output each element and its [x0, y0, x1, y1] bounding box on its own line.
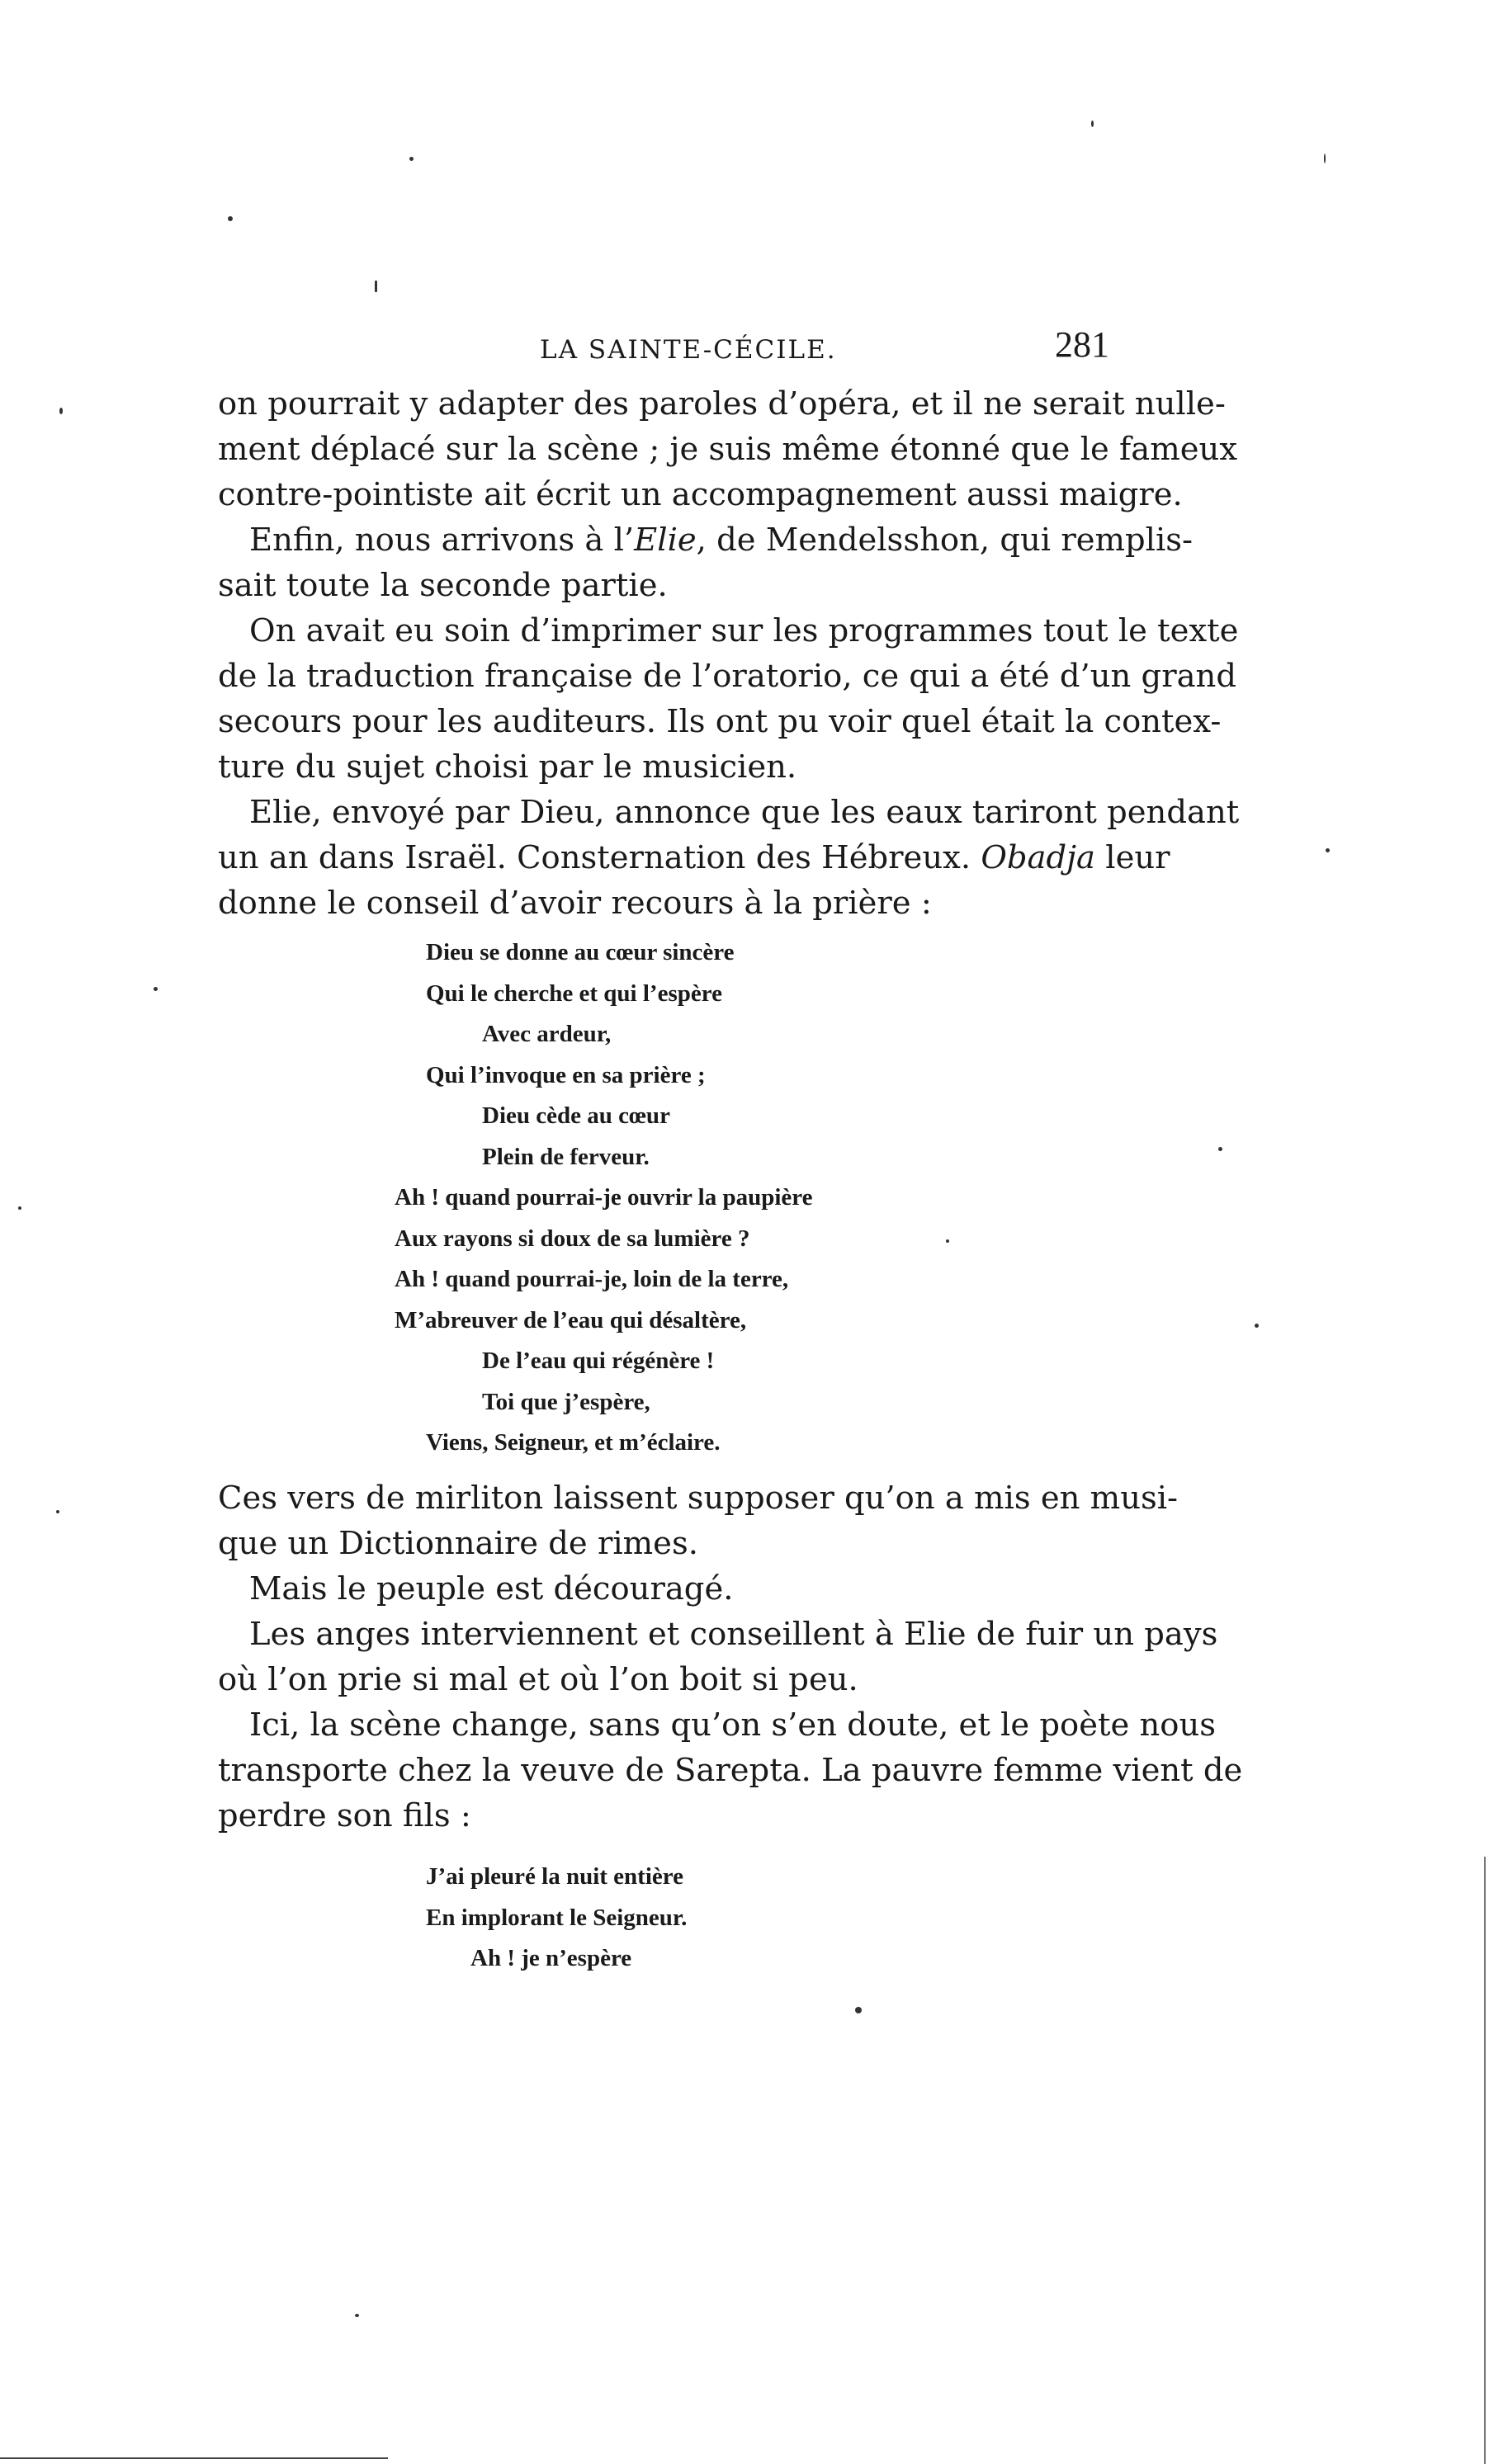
page-header — [218, 323, 1109, 373]
text-line: Ici, la scène change, sans qu’on s’en doute, et le poète nous — [249, 1706, 1217, 1744]
verse-line: J’ai pleuré la nuit entière — [426, 1863, 683, 1890]
body-text-top — [218, 381, 1240, 926]
scan-speck — [1324, 153, 1326, 163]
scan-speck — [1218, 1147, 1222, 1151]
text-line: secours pour les auditeurs. Ils ont pu voir quel était la contex- — [218, 703, 1222, 740]
text-line: de la traduction française de l’oratorio, ce qui a été d’un grand — [218, 658, 1236, 695]
text-line: que un Dictionnaire de rimes. — [218, 1525, 698, 1562]
paragraph — [218, 517, 1194, 608]
verse-line: Aux rayons si doux de sa lumière ? — [395, 1225, 750, 1252]
page-number: 281 — [1055, 324, 1109, 365]
text-line: transporte chez la veuve de Sarepta. La pauvre femme vient de — [218, 1752, 1243, 1789]
paragraph — [218, 608, 1239, 790]
scan-speck — [409, 157, 414, 161]
scan-speck — [855, 2007, 862, 2013]
text-line-emphasis — [218, 517, 1194, 563]
scan-speck — [1091, 120, 1094, 127]
scan-speck — [946, 1239, 949, 1243]
text-line: sait toute la seconde partie. — [218, 567, 668, 604]
paragraph — [218, 1702, 1243, 1839]
verse-line: Dieu se donne au cœur sincère — [426, 939, 735, 965]
text-line: donne le conseil d’avoir recours à la prière : — [218, 885, 932, 922]
verse-line: De l’eau qui régénère ! — [482, 1348, 715, 1374]
italic-term: Elie — [634, 522, 697, 559]
scan-speck — [228, 216, 233, 221]
scan-speck — [154, 987, 158, 991]
verse-line: Avec ardeur, — [482, 1021, 612, 1047]
text-line: où l’on prie si mal et où l’on boit si peu. — [218, 1661, 858, 1698]
text-line: contre-pointiste ait écrit un accompagnement aussi maigre. — [218, 476, 1183, 513]
paragraph — [218, 1475, 1179, 1566]
paragraph — [218, 381, 1238, 517]
page-edge-line — [1484, 1857, 1486, 2464]
text-line: On avait eu soin d’imprimer sur les programmes tout le texte — [249, 612, 1239, 649]
verse-line: Qui le cherche et qui l’espère — [426, 979, 722, 1007]
scan-speck — [355, 2314, 359, 2317]
verse-line: M’abreuver de l’eau qui désaltère, — [395, 1306, 747, 1333]
scan-speck — [59, 408, 63, 414]
verse-line: Qui l’invoque en sa prière ; — [426, 1061, 706, 1088]
scan-speck — [56, 1510, 59, 1513]
text-line: Elie, envoyé par Dieu, annonce que les eaux tariront pendant — [249, 794, 1240, 831]
text-line: Mais le peuple est découragé. — [249, 1570, 734, 1607]
scan-speck — [375, 281, 377, 292]
verse-line: Ah ! quand pourrai-je, loin de la terre, — [395, 1266, 789, 1292]
verse-line: Ah ! quand pourrai-je ouvrir la paupière — [395, 1184, 813, 1211]
text-line: un an dans Israël. Consternation des Hébreux. Obadja leur — [218, 839, 1170, 876]
verse-line: Dieu cède au cœur — [482, 1102, 670, 1129]
text-line: Ces vers de mirliton laissent supposer qu’on a mis en musi- — [218, 1480, 1179, 1517]
verse-line: Toi que j’espère, — [482, 1388, 650, 1415]
verse-line: Ah ! je n’espère — [470, 1945, 632, 1971]
verse-line: En implorant le Seigneur. — [426, 1904, 688, 1931]
text-line: on pourrait y adapter des paroles d’opéra, et il ne serait nulle- — [218, 385, 1226, 422]
running-head: LA SAINTE-CÉCILE. — [540, 335, 837, 365]
text-line: ment déplacé sur la scène ; je suis même étonné que le fameux — [218, 431, 1238, 468]
verse-line: Plein de ferveur. — [482, 1143, 650, 1170]
italic-term: Obadja — [981, 839, 1096, 876]
body-text-bottom — [218, 1475, 1243, 1839]
verse-line: Viens, Seigneur, et m’éclaire. — [426, 1429, 721, 1456]
paragraph — [218, 790, 1240, 926]
scan-speck — [1255, 1324, 1259, 1328]
scan-speck — [18, 1206, 21, 1210]
text-line: Enfin, nous arrivons à l’Elie, de Mendelsshon, qui remplis- — [249, 522, 1194, 559]
paragraph — [218, 1566, 1109, 1612]
text-line: perdre son fils : — [218, 1797, 471, 1834]
text-line: Les anges interviennent et conseillent à Elie de fuir un pays — [249, 1616, 1218, 1653]
paragraph — [218, 1612, 1218, 1702]
bottom-edge-line — [0, 2457, 388, 2459]
text-line: ture du sujet choisi par le musicien. — [218, 748, 797, 786]
scan-speck — [1326, 848, 1330, 852]
